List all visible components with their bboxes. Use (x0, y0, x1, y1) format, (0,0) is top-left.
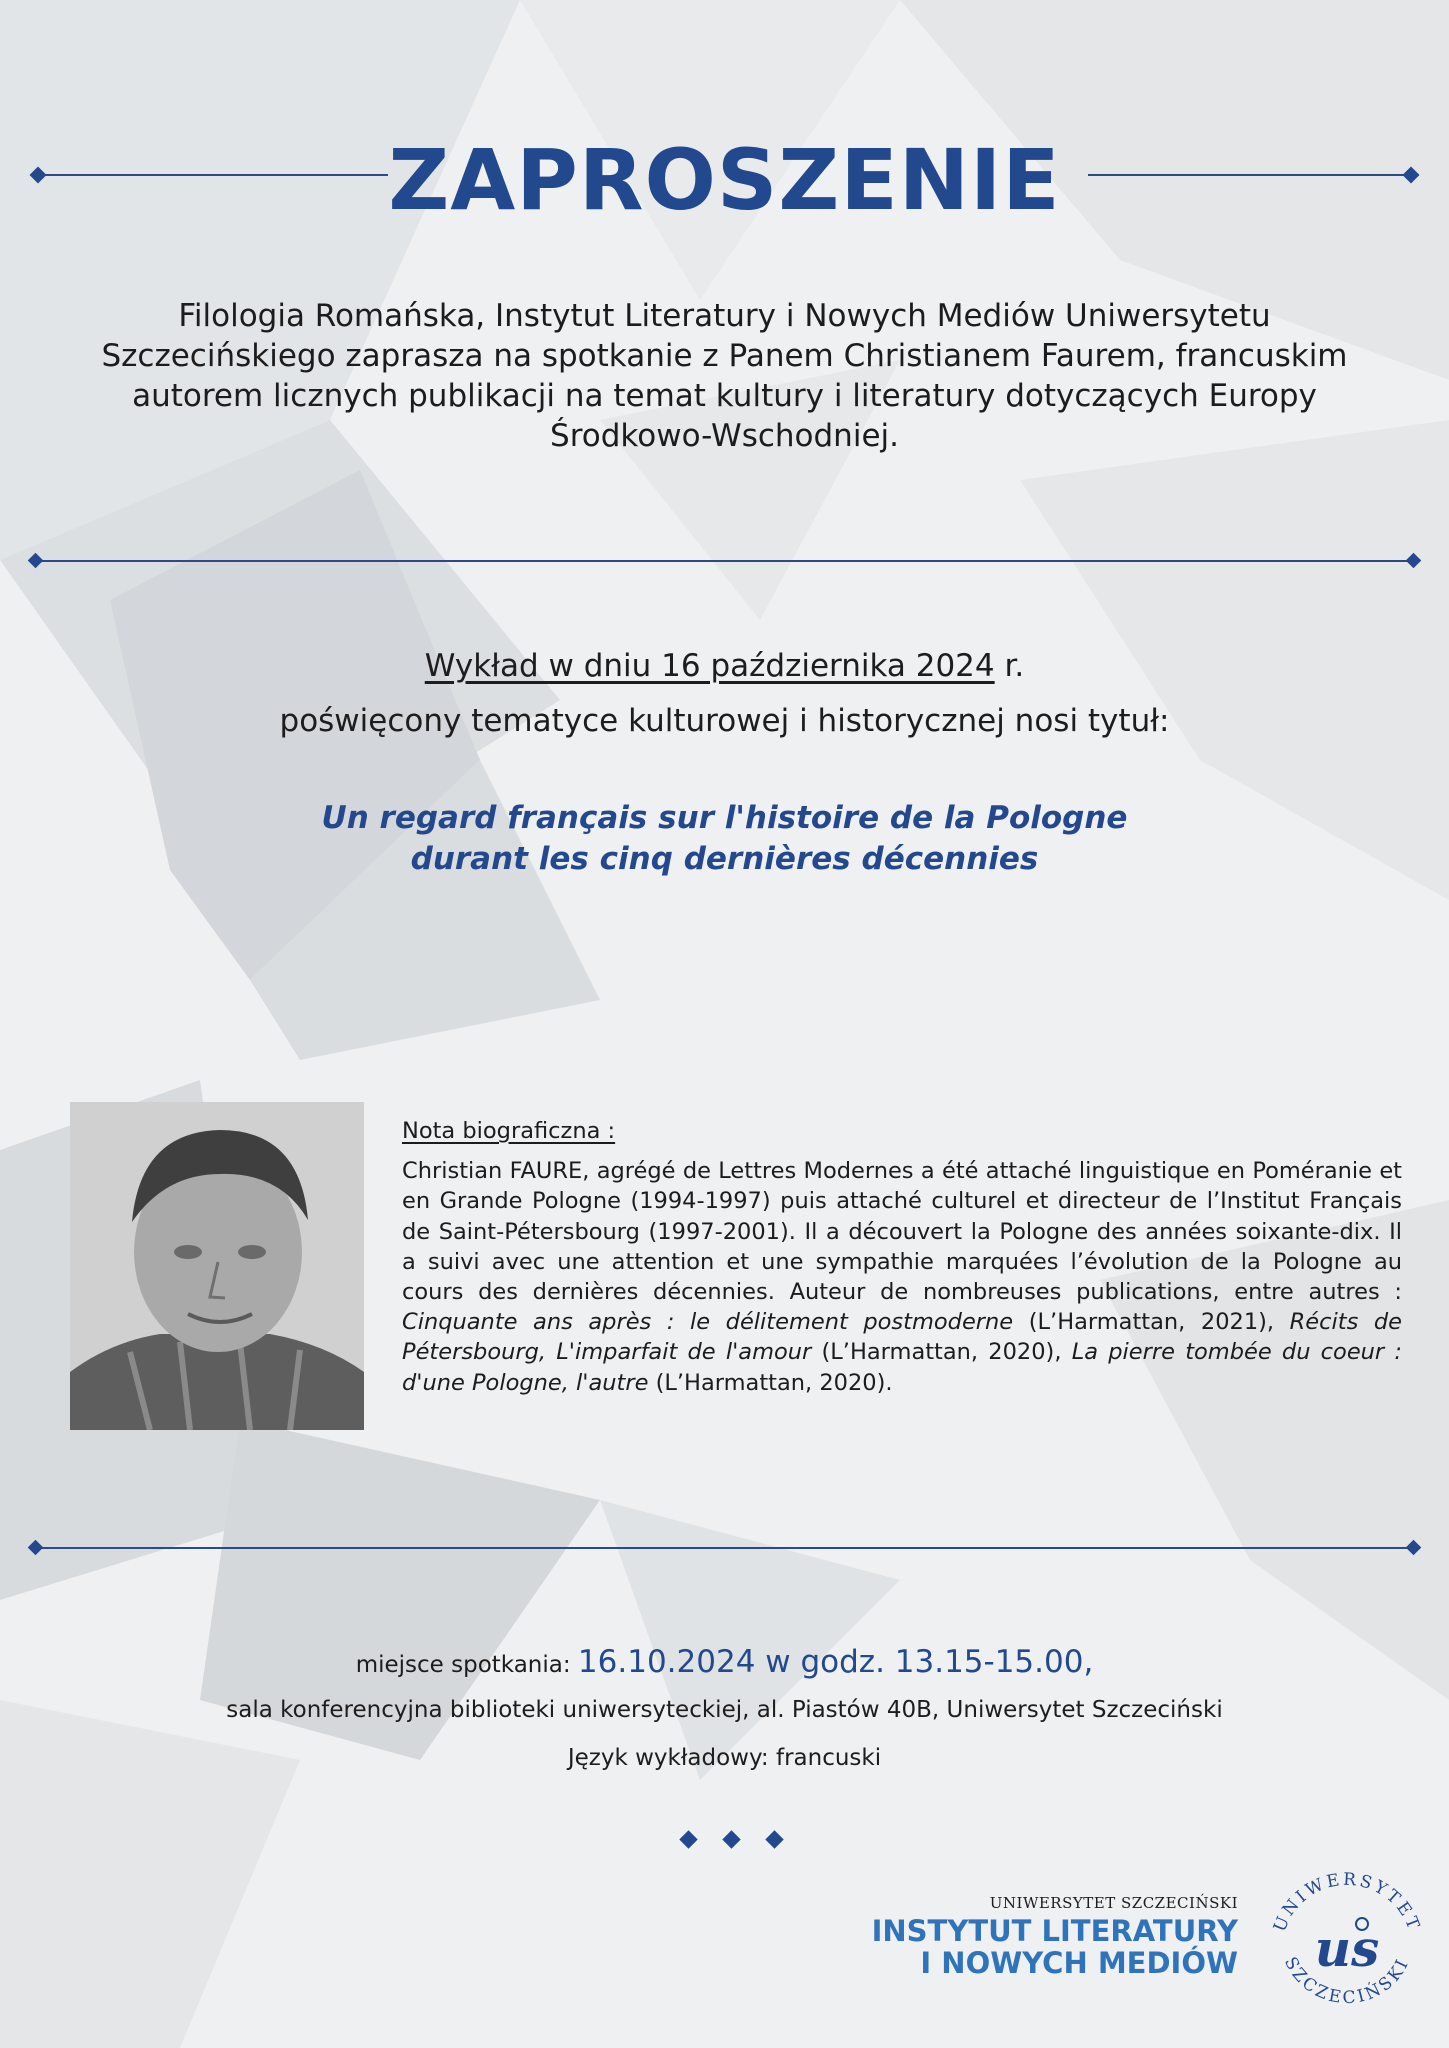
lecture-subtitle: poświęcony tematyce kulturowej i historycznej nosi tytuł: (279, 703, 1170, 739)
diamond-ornament-icon (679, 1830, 697, 1848)
lecture-title-line1: Un regard français sur l'histoire de la Pologne (321, 800, 1128, 836)
bio-text-part1: Christian FAURE, agrégé de Lettres Modernes a été attaché linguistique en Poméranie et en Grande Pologne (1994-1997) puis attaché culturel et directeur de l’Institut Français de Saint-Pétersbourg (1997-2001). Il a découvert la Pologne des années soixante-dix. Il a suivi avec une attention et une sympathie marquées l’évolution de la Pologne au cours des dernières décennies. Auteur de nombreuses publications, entre autres : (402, 1158, 1402, 1306)
book-title: La pierre tombée du coeur : d'une Pologne, l'autre (402, 1339, 1402, 1396)
book-title: Cinquante ans après : le délitement postmoderne (402, 1309, 1014, 1336)
meeting-time: 16.10.2024 w godz. 13.15-15.00, (577, 1644, 1094, 1680)
diamond-ornament-icon (722, 1830, 740, 1848)
institute-name (840, 1915, 1238, 1979)
biography (402, 1116, 1402, 1398)
title-row (28, 130, 1421, 230)
bio-publisher: (L’Harmattan, 2020). (648, 1369, 893, 1396)
title-rule-right (1088, 174, 1408, 176)
section-divider (28, 1540, 1421, 1556)
lecture-date-underlined: Wykład w dniu 16 października 2024 (424, 648, 995, 684)
bio-heading: Nota biograficzna : (402, 1118, 616, 1144)
diamond-ornament-icon (28, 553, 44, 569)
ornament-dots (680, 1830, 790, 1850)
portrait-image (70, 1102, 364, 1430)
bio-publisher: (L’Harmattan, 2020), (811, 1339, 1072, 1366)
university-seal-logo (1262, 1858, 1432, 2028)
lecture-title (0, 798, 1449, 880)
bio-publisher: (L’Harmattan, 2021), (1013, 1309, 1290, 1336)
lecture-date-suffix: r. (994, 648, 1025, 684)
lecture-date (0, 645, 1449, 687)
diamond-ornament-icon (1406, 1540, 1422, 1556)
page-title: ZAPROSZENIE (388, 131, 1061, 229)
institute-name-line1: INSTYTUT LITERATURY (871, 1914, 1238, 1948)
meeting-datetime (0, 1640, 1449, 1689)
meeting-venue: sala konferencyjna biblioteki uniwersyteckiej, al. Piastów 40B, Uniwersytet Szczeciński (226, 1697, 1223, 1723)
bio-text (402, 1156, 1402, 1398)
lecture-title-line2: durant les cinq dernières décennies (410, 841, 1039, 877)
university-name: UNIWERSYTET SZCZECIŃSKI (989, 1894, 1238, 1912)
intro-paragraph: Filologia Romańska, Instytut Literatury i Nowych Mediów Uniwersytetu Szczecińskiego zaprasza na spotkanie z Panem Christianem Faurem, francuskim autorem licznych publikacji na temat kultury i literatury dotyczących Europy Środkowo-Wschodniej. (101, 298, 1348, 454)
speaker-portrait (70, 1102, 364, 1430)
diamond-ornament-icon (28, 1540, 44, 1556)
seal-monogram: us (1314, 1919, 1380, 1978)
meeting-label: miejsce spotkania: (355, 1652, 578, 1678)
institute-name-line2: I NOWYCH MEDIÓW (920, 1946, 1238, 1980)
section-divider (28, 553, 1421, 569)
seal-text-bottom: SZCZECIŃSKI (1279, 1953, 1414, 2009)
seal-text-top: UNIWERSYTET (1269, 1869, 1425, 1935)
diamond-ornament-icon (765, 1830, 783, 1848)
book-title: Récits de Pétersbourg, L'imparfait de l'amour (402, 1309, 1402, 1366)
lecture-language: Język wykładowy: francuski (567, 1745, 882, 1771)
diamond-ornament-icon (1406, 553, 1422, 569)
